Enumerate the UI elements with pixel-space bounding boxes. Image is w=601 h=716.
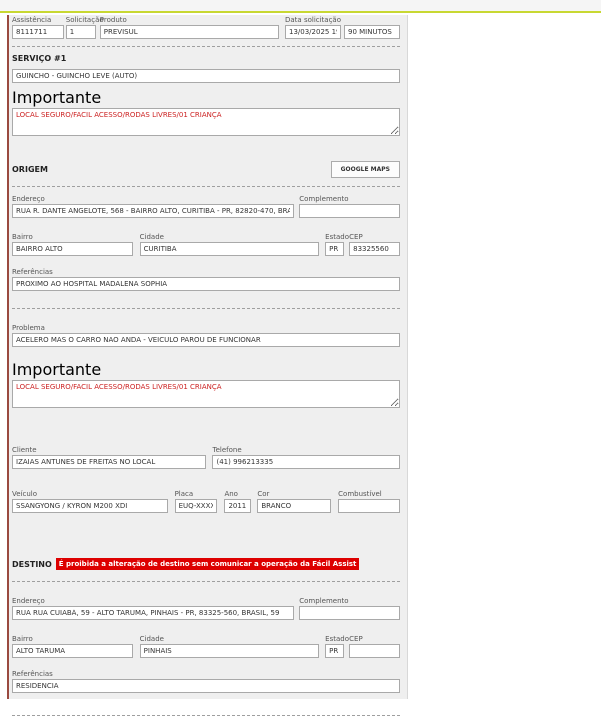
destino-complemento-input[interactable]	[299, 606, 400, 620]
destino-cidade-label: Cidade	[139, 635, 164, 643]
servico-tipo-input[interactable]	[12, 69, 400, 83]
destino-complemento-field	[299, 597, 400, 620]
origem-complemento-input[interactable]	[299, 204, 400, 218]
problema-label: Problema	[12, 324, 45, 332]
top-bar	[0, 0, 601, 13]
combustivel-field	[338, 490, 400, 513]
origem-referencias-label: Referências	[12, 268, 53, 276]
origem-bairro-input[interactable]	[12, 242, 133, 256]
origem-endereco-label: Endereço	[12, 195, 45, 203]
ano-input[interactable]	[224, 499, 251, 513]
destino-estado-field	[325, 635, 349, 658]
assistencia-label: Assistência	[12, 16, 52, 24]
servico-title: SERVIÇO #1	[12, 54, 67, 63]
produto-label: Produto	[99, 16, 127, 24]
combustivel-label: Combustível	[338, 490, 382, 498]
service-order-form	[7, 15, 408, 699]
solicitacao-input[interactable]	[66, 25, 96, 39]
origem-cep-field	[349, 233, 400, 256]
problema-field	[12, 324, 400, 347]
destino-endereco-label: Endereço	[12, 597, 45, 605]
origem-complemento-field	[299, 195, 400, 218]
origem-cep-input[interactable]	[349, 242, 400, 256]
sla-minutos-input[interactable]	[344, 25, 400, 39]
servico-importante-label: Importante	[12, 88, 102, 107]
origem-endereco-field	[12, 195, 294, 218]
destino-bairro-input[interactable]	[12, 644, 133, 658]
servico-importante-textarea[interactable]	[12, 108, 400, 136]
origem-endereco-input[interactable]	[12, 204, 294, 218]
origem-cidade-input[interactable]	[140, 242, 319, 256]
veiculo-field	[12, 490, 168, 513]
origem-estado-input[interactable]	[325, 242, 344, 256]
destino-endereco-input[interactable]	[12, 606, 294, 620]
destino-referencias-input[interactable]	[12, 679, 400, 693]
solicitacao-label: Solicitação	[65, 16, 104, 24]
ano-field	[224, 490, 251, 513]
placa-label: Placa	[174, 490, 194, 498]
assistencia-input[interactable]	[12, 25, 64, 39]
origem-estado-label: Estado	[325, 233, 349, 241]
cor-field	[257, 490, 331, 513]
destino-referencias-label: Referências	[12, 670, 53, 678]
telefone-label: Telefone	[212, 446, 242, 454]
veiculo-row	[12, 490, 400, 513]
veiculo-input[interactable]	[12, 499, 168, 513]
destino-referencias-field	[12, 670, 400, 693]
destino-warning-badge: É proibida a alteração de destino sem comunicar a operação da Fácil Assist	[56, 558, 360, 570]
destino-bairro-row	[12, 635, 400, 658]
separator	[12, 581, 400, 582]
solicitacao-field	[65, 16, 104, 39]
destino-endereco-row	[12, 597, 400, 620]
cliente-row	[12, 446, 400, 469]
destino-cep-field	[349, 635, 400, 658]
origem-title: ORIGEM	[12, 165, 48, 174]
origem-cidade-field	[140, 233, 319, 256]
destino-endereco-field	[12, 597, 294, 620]
data-solicitacao-label: Data solicitação	[285, 16, 342, 24]
ano-label: Ano	[224, 490, 238, 498]
origem-bairro-label: Bairro	[12, 233, 33, 241]
destino-cep-input[interactable]	[349, 644, 400, 658]
separator	[12, 308, 400, 309]
placa-field	[175, 490, 218, 513]
placa-input[interactable]	[175, 499, 218, 513]
google-maps-button[interactable]: GOOGLE MAPS	[331, 161, 400, 178]
origem-bairro-field	[12, 233, 133, 256]
telefone-field	[212, 446, 400, 469]
cor-input[interactable]	[257, 499, 331, 513]
separator	[12, 46, 400, 47]
importante-textarea[interactable]	[12, 380, 400, 408]
origem-cidade-label: Cidade	[139, 233, 164, 241]
data-solicitacao-input[interactable]	[285, 25, 341, 39]
produto-field	[100, 16, 279, 39]
destino-cep-label: CEP	[349, 635, 363, 643]
separator	[12, 186, 400, 187]
importante-label: Importante	[12, 360, 102, 379]
header-row	[12, 16, 400, 39]
origem-endereco-row	[12, 195, 400, 218]
cor-label: Cor	[257, 490, 270, 498]
destino-header	[12, 558, 400, 570]
origem-referencias-input[interactable]	[12, 277, 400, 291]
data-solicitacao-group	[285, 16, 400, 39]
destino-estado-label: Estado	[325, 635, 349, 643]
origem-cep-label: CEP	[349, 233, 363, 241]
origem-bairro-row	[12, 233, 400, 256]
telefone-input[interactable]	[212, 455, 400, 469]
origem-complemento-label: Complemento	[299, 195, 349, 203]
destino-cidade-input[interactable]	[140, 644, 319, 658]
problema-input[interactable]	[12, 333, 400, 347]
assistencia-field	[12, 16, 64, 39]
cliente-label: Cliente	[12, 446, 37, 454]
origem-referencias-field	[12, 268, 400, 291]
cliente-input[interactable]	[12, 455, 206, 469]
destino-bairro-label: Bairro	[12, 635, 33, 643]
veiculo-label: Veículo	[12, 490, 38, 498]
destino-bairro-field	[12, 635, 133, 658]
destino-cidade-field	[140, 635, 319, 658]
destino-complemento-label: Complemento	[299, 597, 349, 605]
combustivel-input[interactable]	[338, 499, 400, 513]
cliente-field	[12, 446, 206, 469]
origem-header	[12, 161, 400, 178]
origem-estado-field	[325, 233, 349, 256]
destino-estado-input[interactable]	[325, 644, 344, 658]
destino-title: DESTINO	[12, 559, 52, 569]
produto-input[interactable]	[100, 25, 279, 39]
